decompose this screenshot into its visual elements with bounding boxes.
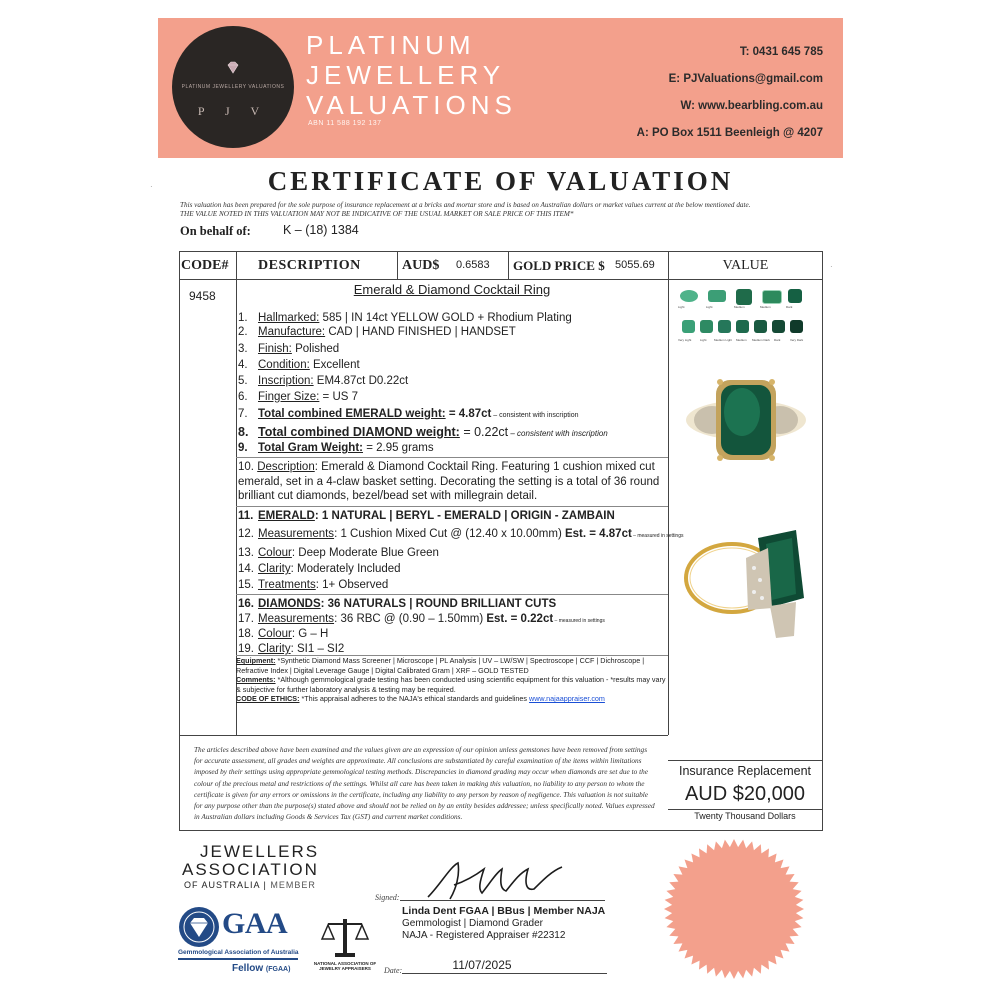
phone: T: 0431 645 785 bbox=[739, 46, 823, 58]
certificate-seal bbox=[663, 838, 805, 980]
ring-side-view-image bbox=[676, 498, 816, 648]
swatch bbox=[754, 320, 767, 333]
logo-initials: P J V bbox=[197, 104, 269, 118]
jaa-logo-line1: JEWELLERS bbox=[200, 842, 320, 861]
section-divider bbox=[236, 506, 668, 507]
list-item: 16. DIAMONDS: 36 NATURALS | ROUND BRILLIANT CUTS bbox=[238, 598, 557, 610]
table-header-rule bbox=[179, 279, 823, 280]
insurance-rule bbox=[668, 760, 823, 761]
fellow-title: Fellow (FGAA) bbox=[232, 963, 291, 974]
date-value: 11/07/2025 bbox=[452, 958, 512, 972]
section-divider bbox=[236, 594, 668, 595]
swatch bbox=[708, 290, 726, 302]
swatch bbox=[718, 320, 731, 333]
value-column-rule bbox=[668, 252, 669, 735]
gold-price-value: 5055.69 bbox=[615, 259, 655, 271]
list-item: 1. Hallmarked: 585 | IN 14ct YELLOW GOLD + Rhodium Plating bbox=[238, 312, 572, 324]
naja-name: NATIONAL ASSOCIATION OF JEWELRY APPRAISERS bbox=[313, 961, 377, 971]
swatch bbox=[790, 320, 803, 333]
list-item: 13. Colour: Deep Moderate Blue Green bbox=[238, 547, 439, 559]
logo-text: PLATINUM JEWELLERY VALUATIONS bbox=[181, 84, 285, 90]
list-item: 8. Total combined DIAMOND weight: = 0.22ct – consistent with inscription bbox=[238, 425, 608, 439]
letterhead bbox=[158, 18, 843, 158]
swatch bbox=[788, 289, 802, 303]
behalf-label: On behalf of: bbox=[180, 224, 251, 238]
swatch bbox=[736, 320, 749, 333]
insurance-label: Insurance Replacement bbox=[678, 764, 812, 778]
list-item: 15. Treatments: 1+ Observed bbox=[238, 579, 389, 591]
list-item: 9. Total Gram Weight: = 2.95 grams bbox=[238, 442, 434, 454]
desc-aud-rule bbox=[397, 252, 398, 279]
item-title: Emerald & Diamond Cocktail Ring bbox=[353, 282, 551, 297]
naja-scales-icon bbox=[318, 915, 372, 959]
signer-name: Linda Dent FGAA | BBus | Member NAJA bbox=[402, 905, 606, 917]
description-header: DESCRIPTION bbox=[258, 258, 361, 273]
gaa-rule bbox=[178, 958, 298, 960]
list-item: 7. Total combined EMERALD weight: = 4.87ct – consistent with inscription bbox=[238, 408, 579, 420]
table-footer-rule bbox=[179, 735, 668, 736]
list-item: 4. Condition: Excellent bbox=[238, 359, 360, 371]
list-item: 2. Manufacture: CAD | HAND FINISHED | HANDSET bbox=[238, 326, 516, 338]
emerald-colour-chart: Light Light Medium Medium Dark Very Light Light Medium Light Medium Medium Dark Dark Very Dark bbox=[676, 286, 816, 350]
naja-link[interactable]: www.najaappraiser.com bbox=[529, 694, 605, 703]
swatch bbox=[700, 320, 713, 333]
list-item: 3. Finish: Polished bbox=[238, 343, 340, 355]
swatch bbox=[736, 289, 752, 305]
item-code: 9458 bbox=[189, 289, 216, 303]
disclaimer: The articles described above have been examined and the values given are an expression of our opinion unless gemstones have been removed from settings for accurate assessment, all grades and weights are approximate. All conclusions are substantiated by careful examination of the items within limitations imposed by their settings using appropriate gemmological testing methods. Discrepancies in diamond grading may occur when diamonds are set due to the colour of the precious metal and restrictions of the settings. Whilst all care has been taken in making this valuation, no liability to any person to whom the certificate is given for any errors or omissions in the certificate, including any liability to any person by reason of negligence. This valuation is not suitable for any purpose other than the purpose(s) stated above and should not be relied on by an entity besides addressee; unless specifically noted. Values expressed in Australian dollars including Goods & Services Tax (GST) and current market conditions. bbox=[194, 745, 655, 822]
equipment-notes: Equipment: *Synthetic Diamond Mass Screener | Microscope | PL Analysis | UV – LW/SW | Spectroscope | CCF | Dichroscope | Refractive Index | Digital Leverage Gauge | Digital Calibrated Gram | XRF – GOLD TESTED Comments: *Although gemmological grade testing has been conducted using scientific equipment for this valuation - *results may vary & subjective for further laboratory analysis & testing may be required. CODE OF ETHICS: *This appraisal adheres to the NAJA's ethical standards and guidelines www.najaappraiser.com bbox=[236, 656, 666, 703]
list-item: 18. Colour: G – H bbox=[238, 628, 329, 640]
ring-top-view-image bbox=[676, 360, 816, 478]
item-description: 10. Description: Emerald & Diamond Cocktail Ring. Featuring 1 cushion mixed cut emerald, set in a 4-claw basket setting. Decorating the setting is a total of 36 round brilliant cut diamonds, bezel/bead set with millegrain detail. bbox=[238, 461, 660, 502]
certificate-title: CERTIFICATE OF VALUATION bbox=[267, 166, 734, 196]
list-item: 17. Measurements: 36 RBC @ (0.90 – 1.50mm) Est. = 0.22ct – measured in settings bbox=[238, 613, 605, 625]
date-line bbox=[402, 973, 607, 974]
abn: ABN 11 588 192 137 bbox=[308, 120, 382, 127]
swatch bbox=[682, 320, 695, 333]
company-logo bbox=[172, 26, 294, 148]
jaa-logo-line3: OF AUSTRALIA | MEMBER bbox=[184, 880, 316, 890]
gaa-full-name: Gemmological Association of Australia bbox=[178, 949, 299, 956]
swatch bbox=[680, 290, 698, 302]
signer-registration: NAJA - Registered Appraiser #22312 bbox=[402, 930, 566, 941]
brand-name: PLATINUM JEWELLERY VALUATIONS bbox=[306, 30, 517, 120]
list-item: 12. Measurements: 1 Cushion Mixed Cut @ (12.40 x 10.00mm) Est. = 4.87ct – measured in settings bbox=[238, 528, 684, 540]
list-item: 11. EMERALD: 1 NATURAL | BERYL - EMERALD | ORIGIN - ZAMBAIN bbox=[238, 510, 615, 522]
intro-text: This valuation has been prepared for the sole purpose of insurance replacement at a bricks and mortar store and is based on Australian dollars or market values current at the below mentioned date. THE VALUE NOTED IN THIS VALUATION MAY NOT BE INDICATIVE OF THE USUAL MARKET OR SALE PRICE OF THIS ITEM* bbox=[180, 201, 751, 218]
scan-mark: · bbox=[830, 262, 833, 271]
website: W: www.bearbling.com.au bbox=[680, 100, 823, 112]
section-divider bbox=[236, 457, 668, 458]
address: A: PO Box 1511 Beenleigh @ 4207 bbox=[636, 127, 823, 139]
aud-header: AUD$ bbox=[402, 258, 440, 273]
signature-image bbox=[420, 855, 570, 905]
signer-title: Gemmologist | Diamond Grader bbox=[402, 918, 543, 929]
insurance-value-rule bbox=[668, 809, 823, 810]
signed-label: Signed: bbox=[375, 893, 400, 902]
list-item: 19. Clarity: SI1 – SI2 bbox=[238, 643, 345, 655]
list-item: 5. Inscription: EM4.87ct D0.22ct bbox=[238, 375, 409, 387]
list-item: 6. Finger Size: = US 7 bbox=[238, 391, 359, 403]
swatch bbox=[772, 320, 785, 333]
list-item: 14. Clarity: Moderately Included bbox=[238, 563, 401, 575]
insurance-value: AUD $20,000 bbox=[684, 783, 806, 805]
gaa-emblem-icon bbox=[178, 906, 220, 948]
aud-gold-rule bbox=[508, 252, 509, 279]
swatch bbox=[762, 290, 782, 304]
behalf-value: K – (18) 1384 bbox=[283, 223, 359, 237]
code-header: CODE# bbox=[181, 258, 229, 273]
date-label: Date: bbox=[384, 966, 403, 975]
diamond-icon bbox=[225, 60, 241, 76]
scan-mark: · bbox=[150, 182, 153, 191]
signature-line bbox=[400, 900, 605, 901]
email: E: PJValuations@gmail.com bbox=[668, 73, 823, 85]
insurance-value-words: Twenty Thousand Dollars bbox=[694, 811, 796, 821]
aud-rate: 0.6583 bbox=[456, 259, 490, 271]
jaa-logo-line2: ASSOCIATION bbox=[182, 860, 319, 879]
gold-price-header: GOLD PRICE $ bbox=[513, 258, 605, 273]
value-header: VALUE bbox=[722, 258, 769, 273]
gaa-logo-text: GAA bbox=[222, 907, 288, 940]
